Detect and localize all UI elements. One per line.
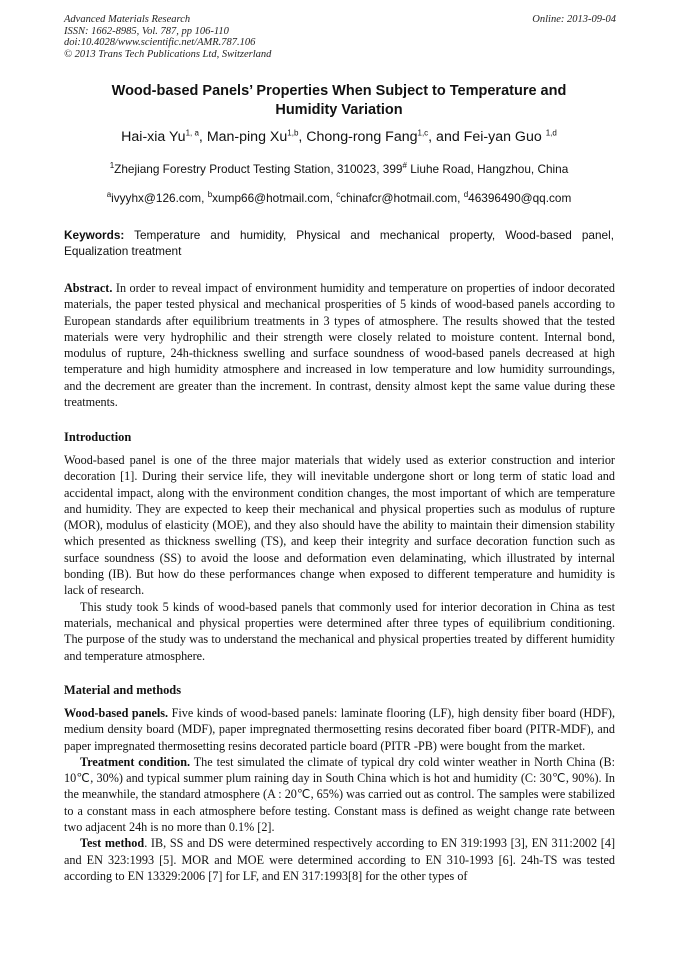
affiliation-text-a: Zhejiang Forestry Product Testing Station, 310023, 399 xyxy=(114,162,403,176)
author-list xyxy=(64,128,614,146)
email-list xyxy=(64,191,614,206)
panels-label: Wood-based panels. xyxy=(64,706,169,720)
email-sup: b xyxy=(207,190,213,200)
introduction-body xyxy=(64,452,615,664)
author-name: Fei-yan Guo xyxy=(463,129,546,145)
author-sup: 1,d xyxy=(545,128,557,138)
email-sup: d xyxy=(463,190,469,200)
email-address[interactable]: ivyyhx@126.com, xyxy=(111,191,208,205)
author-separator: , xyxy=(198,129,207,145)
email-sup: a xyxy=(106,190,112,200)
treatment-text: The test simulated the climate of typical dry cold winter weather in North China (B: 10℃, 30%) and typical summer plum raining day in South China which is hot and humidity (C: 30℃, 90%). In the meanwhile, the standard atmosphere (A : 20℃, 65%) was carried out as control. The samples were stabilized to a constant mass in each atmosphere before testing. Constant mass is defined as weight change rate between two adjacent 24h is no more than 0.1% [2]. xyxy=(64,754,615,835)
author-separator: , xyxy=(298,129,307,145)
treatment-label: Treatment condition. xyxy=(80,754,191,769)
title-line-1: Wood-based Panels’ Properties When Subject to Temperature and xyxy=(111,83,567,99)
affiliation xyxy=(64,162,614,177)
paper-title xyxy=(64,82,614,120)
author-sup: 1,c xyxy=(417,128,429,138)
author-name: Chong-rong Fang xyxy=(306,129,418,145)
email-address[interactable]: 46396490@qq.com xyxy=(468,191,572,205)
keywords xyxy=(64,228,614,259)
keywords-text: Temperature and humidity, Physical and mechanical property, Wood-based panel, Equalization treatment xyxy=(64,228,614,258)
affiliation-text-b: Liuhe Road, Hangzhou, China xyxy=(406,162,569,176)
issn-line: ISSN: 1662-8985, Vol. 787, pp 106-110 xyxy=(64,25,229,37)
introduction-heading: Introduction xyxy=(64,430,132,444)
title-line-2: Humidity Variation xyxy=(275,102,403,118)
author-name: Hai-xia Yu xyxy=(121,129,186,145)
abstract-text: In order to reveal impact of environment humidity and temperature on properties of indoor decorated materials, the paper tested physical and mechanical prosperities of 5 kinds of wood-based panels according to European standards after equilibrium treatments in 3 types of atmosphere. The results showed that the tested materials were very hydrophilic and their strength were closely related to moisture content. Internal bond, modulus of rupture, 24h-thickness swelling and surface soundness of wood-based panels decreased at high temperature and high humidity atmosphere and increased in low temperature and low humidity surroundings, and the decrement are greater than the increment. In contrast, density almost kept the same value during these treatments. xyxy=(64,281,615,410)
introduction-paragraph-2: This study took 5 kinds of wood-based panels that commonly used for interior decoration in China as test materials, mechanical and physical properties were determined after three types of equilibrium conditioning. The purpose of the study was to understand the mechanical and physical properties treated by different humidity and temperature atmosphere. xyxy=(64,599,615,663)
methods-body xyxy=(64,705,615,884)
author-separator: , and xyxy=(428,129,464,145)
journal-name: Advanced Materials Research xyxy=(64,14,191,25)
email-address[interactable]: xump66@hotmail.com, xyxy=(212,191,337,205)
introduction-paragraph-1: Wood-based panel is one of the three major materials that widely used as exterior construction and interior decoration [1]. During their service life, they will inevitable undergone short or long term of static load and accidental impact, along with the environment condition changes, the most important of which are temperature and humidity. They are expected to keep their mechanical and physical properties such as modulus of rupture (MOR), modulus of elasticity (MOE), and they also should have the ability to maintain their dimension stability which presented as thickness swelling (TS), and keep their integrity and surface decoration function such as surface soundness (SS) to avoid the loose and deformation even delaminating, which illustrated by internal bonding (IB). But how do these performances change when exposed to different temperature and humidity is lack of research. xyxy=(64,453,615,598)
affiliation-sup: 1 xyxy=(109,161,115,171)
abstract xyxy=(64,280,615,410)
test-method-text: . IB, SS and DS were determined respectively according to EN 319:1993 [3], EN 311:2002 [4] and EN 323:1993 [5]. MOR and MOE were determined according to EN 310-1993 [6]. 24h-TS was tested according to EN 13329:2006 [7] for LF, and EN 317:1993[8] for the other types of xyxy=(64,836,615,883)
author-sup: 1,b xyxy=(287,128,299,138)
abstract-label: Abstract. xyxy=(64,281,113,295)
keywords-label: Keywords: xyxy=(64,228,125,242)
panels-text: Five kinds of wood-based panels: laminate flooring (LF), high density fiber board (HDF), medium density board (MDF), paper impregnated thermosetting resins decorated fiber board (PITR-MDF), and paper impregnated thermosetting resins decorated particle board (PITR -PB) were bought from the market. xyxy=(64,706,615,753)
author-name: Man-ping Xu xyxy=(206,129,288,145)
author-sup: 1, a xyxy=(185,128,199,138)
test-method-label: Test method xyxy=(80,836,145,851)
journal-header xyxy=(64,14,616,60)
methods-heading: Material and methods xyxy=(64,683,182,697)
doi-line[interactable]: doi:10.4028/www.scientific.net/AMR.787.106 xyxy=(64,37,256,49)
email-sup: c xyxy=(336,190,341,200)
online-date: Online: 2013-09-04 xyxy=(532,14,616,25)
email-address[interactable]: chinafcr@hotmail.com, xyxy=(340,191,464,205)
copyright-line: © 2013 Trans Tech Publications Ltd, Switzerland xyxy=(64,48,272,60)
affiliation-sup-hash: # xyxy=(402,161,407,171)
